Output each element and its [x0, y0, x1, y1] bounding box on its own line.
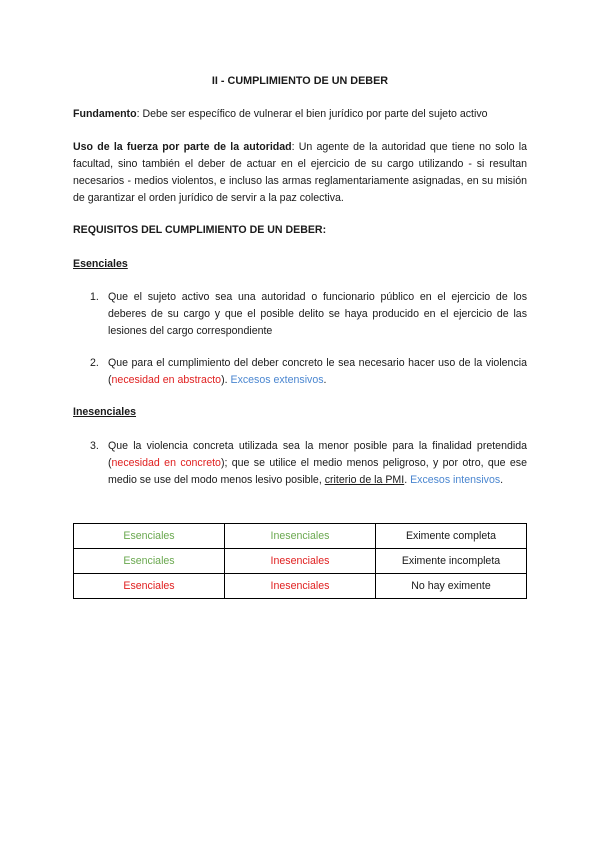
excesos-extensivos-highlight: Excesos extensivos: [230, 374, 324, 386]
fundamento-text: : Debe ser específico de vulnerar el bien jurídico por parte del sujeto activo: [136, 108, 488, 120]
table-cell: Inesenciales: [225, 574, 376, 599]
text-fragment: ); que se utilice el medio menos peligroso, y por otro, que ese medio se use del modo menos lesivo posible,: [108, 457, 527, 486]
fundamento-paragraph: [73, 106, 527, 123]
necesidad-concreto-highlight: necesidad en concreto: [111, 457, 221, 469]
list-item-number: 2.: [90, 357, 99, 369]
criterio-pmi-underlined: criterio de la PMI: [324, 474, 405, 486]
text-fragment: .: [500, 474, 504, 486]
inesenciales-heading: Inesenciales: [73, 406, 137, 418]
list-item-number: 3.: [90, 440, 99, 452]
text-fragment: .: [323, 374, 327, 386]
uso-fuerza-paragraph: [73, 139, 527, 207]
list-item-text: [108, 355, 527, 389]
text-fragment: Que la violencia concreta utilizada sea la menor posible para la finalidad pretendida (: [108, 440, 527, 469]
list-item-text: Que el sujeto activo sea una autoridad o funcionario público en el ejercicio de los deberes de su cargo y que el posible delito se haya producido en el ejercicio de las lesiones del cargo correspondiente: [108, 291, 527, 337]
text-fragment: ).: [221, 374, 231, 386]
excesos-intensivos-highlight: Excesos intensivos: [410, 474, 501, 486]
fundamento-label: Fundamento: [73, 108, 137, 120]
list-item-number: 1.: [90, 291, 99, 303]
text-fragment: Que para el cumplimiento del deber concreto le sea necesario hacer uso de la violencia (: [108, 357, 527, 386]
table-row: [74, 524, 527, 549]
table-cell: Inesenciales: [225, 524, 376, 549]
table-cell: No hay eximente: [376, 574, 527, 599]
table-cell: Esenciales: [74, 574, 225, 599]
eximente-table: [73, 523, 527, 599]
table-cell: Inesenciales: [225, 549, 376, 574]
uso-fuerza-label: Uso de la fuerza por parte de la autoridad: [73, 141, 292, 153]
uso-fuerza-text: : Un agente de la autoridad que tiene no solo la facultad, sino también el deber de actuar en el ejercicio de su cargo utilizando - si resultan necesarios - medios violentos, e incluso las armas reglamentariamente asignadas, en su misión de garantizar el orden jurídico de servir a la paz colectiva.: [73, 141, 528, 204]
requisitos-heading: REQUISITOS DEL CUMPLIMIENTO DE UN DEBER:: [73, 224, 327, 236]
table-cell: Eximente completa: [376, 524, 527, 549]
esenciales-heading: Esenciales: [73, 258, 128, 270]
text-fragment: .: [404, 474, 411, 486]
table-cell: Esenciales: [74, 524, 225, 549]
necesidad-abstracto-highlight: necesidad en abstracto: [111, 374, 222, 386]
section-title: II - CUMPLIMIENTO DE UN DEBER: [211, 75, 389, 87]
table-cell: Eximente incompleta: [376, 549, 527, 574]
table-row: [74, 549, 527, 574]
table-cell: Esenciales: [74, 549, 225, 574]
table-row: [74, 574, 527, 599]
list-item-text: [108, 438, 527, 489]
